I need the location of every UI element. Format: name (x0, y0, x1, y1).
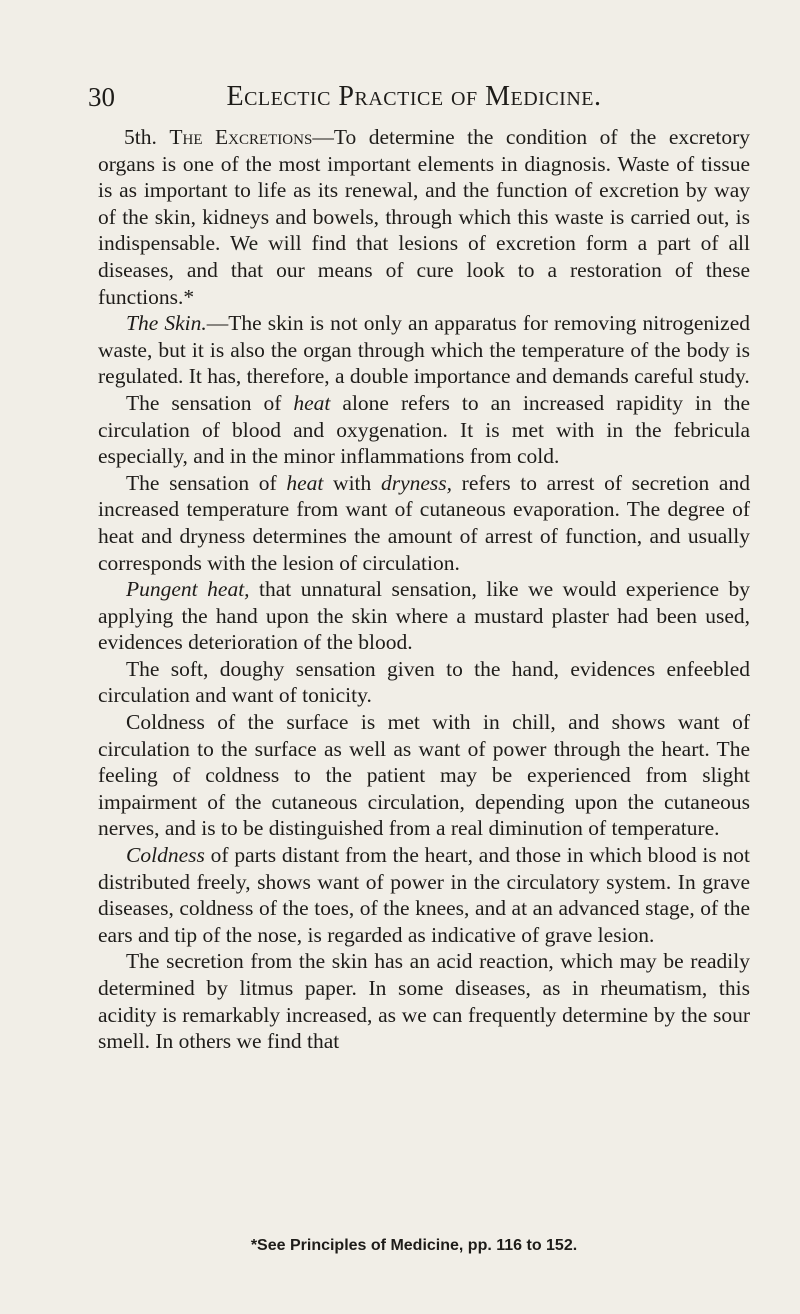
paragraph-text: that unnatural sensation, like we would experience by applying the hand upon the skin where a mustard plaster had been used, evidences deterioration of the blood. (98, 577, 750, 655)
paragraph-text: Coldness of the surface is met with in chill, and shows want of circulation to the surface as well as want of power through the heart. The feeling of coldness to the patient may be experienced from slight impairment of the cutaneous circulation, depending upon the cutaneous nerves, and is to be distinguished from a real diminution of temperature. (98, 710, 750, 841)
paragraph-text: —The skin is not only an apparatus for removing nitrogenized waste, but it is also the organ through which the temperature of the body is regulated. It has, therefore, a double importance and demands careful study. (98, 311, 750, 389)
emphasis-coldness: Coldness (126, 843, 205, 868)
section-number: 5th. (124, 125, 157, 149)
paragraph-text: refers to arrest of secretion and increased temperature from want of cutaneous evaporation. The degree of heat and dryness determines the amount of arrest of function, and usually corresponds with the lesion of circulation. (98, 470, 750, 575)
paragraph-text: The soft, doughy sensation given to the hand, evidences enfeebled circulation and want of tonicity. (98, 656, 750, 708)
footnote: *See Principles of Medicine, pp. 116 to 152. (250, 1237, 578, 1254)
paragraph-text: with (323, 470, 381, 495)
paragraph-heat (98, 390, 750, 470)
emphasis-heat: heat (286, 470, 324, 495)
paragraph-coldness-parts (98, 842, 750, 948)
section-intro: —To determine the condition of the excretory organs is one of the most important elements in diagnosis. Waste of tissue is as important to life as its renewal, and the function of excretion by way of the skin, kidneys and bowels, through which this waste is carried out, is indispensable. We will find that lesions of excretion form a part of all diseases, and that our means of cure look to a restoration of these functions.* (98, 125, 751, 309)
section-title: The Excretions (169, 125, 313, 149)
running-title: Eclectic Practice of Medicine. (226, 81, 602, 112)
paragraph-text: The sensation of (126, 390, 294, 415)
paragraph-skin (98, 310, 750, 390)
paragraph-coldness-surface (98, 709, 750, 842)
paragraph-text: of parts distant from the heart, and those in which blood is not distributed freely, shows want of power in the circulatory system. In grave diseases, coldness of the toes, of the knees, and at an advanced stage, of the ears and tip of the nose, is regarded as indicative of grave lesion. (98, 843, 750, 947)
emphasis-pungent-heat: Pungent heat, (126, 577, 250, 602)
paragraph-excretions (98, 124, 750, 310)
body-text (98, 124, 750, 1055)
paragraph-text: The sensation of (126, 470, 287, 495)
paragraph-secretion (98, 948, 750, 1054)
paragraph-text: alone refers to an increased rapidity in the circulation of blood and oxygenation. It is met with in the febricula especially, and in the minor inflammations from cold. (98, 390, 750, 469)
emphasis-heat: heat (293, 390, 331, 415)
emphasis-dryness: dryness, (380, 470, 453, 495)
paragraph-doughy (98, 656, 750, 709)
paragraph-pungent-heat (98, 576, 750, 656)
page-header (88, 80, 740, 120)
paragraph-text: The secretion from the skin has an acid reaction, which may be readily determined by litmus paper. In some diseases, as in rheumatism, this acidity is remarkably increased, as we can frequently determine by the sour smell. In others we find that (98, 949, 750, 1054)
subheading-skin: The Skin. (126, 311, 207, 336)
paragraph-heat-dryness (98, 470, 750, 576)
page-number: 30 (88, 82, 115, 112)
